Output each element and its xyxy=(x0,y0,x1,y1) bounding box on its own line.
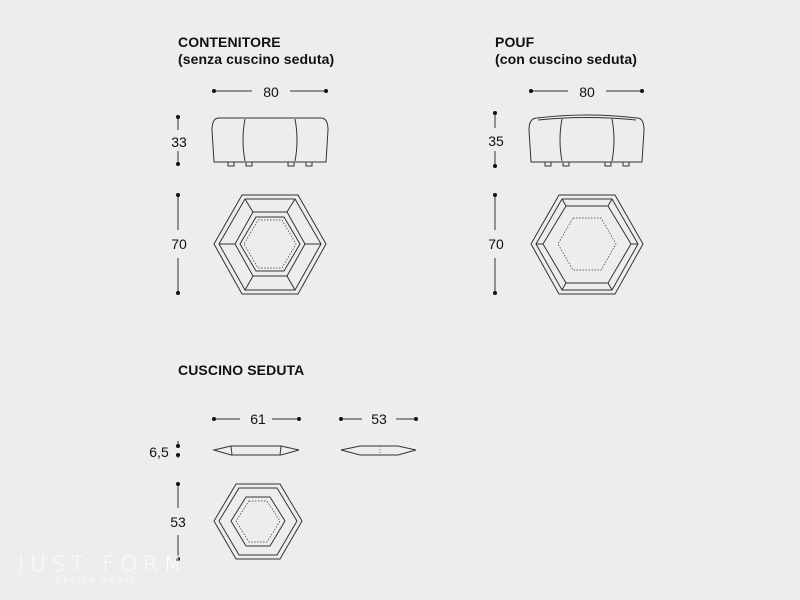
contenitore-width-label: 80 xyxy=(263,84,279,100)
pouf-width-label: 80 xyxy=(579,84,595,100)
cuscino-width-b-label: 53 xyxy=(371,411,387,427)
contenitore-height-label: 33 xyxy=(171,134,187,150)
cuscino-width-a-label: 61 xyxy=(250,411,266,427)
contenitore-top-view xyxy=(214,195,326,294)
pouf-title: POUF xyxy=(495,34,535,50)
pouf-side-view xyxy=(529,115,644,166)
contenitore-depth-label: 70 xyxy=(171,236,187,252)
pouf-top-view xyxy=(531,195,643,294)
cuscino-depth-label: 53 xyxy=(170,514,186,530)
pouf-depth-label: 70 xyxy=(488,236,504,252)
contenitore-side-view xyxy=(212,118,328,166)
cuscino-title: CUSCINO SEDUTA xyxy=(178,362,305,378)
pouf-subtitle: (con cuscino seduta) xyxy=(495,51,638,67)
cuscino-side-view-a xyxy=(214,446,299,455)
contenitore-title: CONTENITORE xyxy=(178,34,281,50)
brand-tagline: DESIGN HOUSE xyxy=(56,578,139,585)
cuscino-top-view xyxy=(214,484,302,559)
cuscino-height-label: 6,5 xyxy=(149,444,169,460)
contenitore-subtitle: (senza cuscino seduta) xyxy=(178,51,335,67)
dimension-endpoints xyxy=(176,89,644,561)
cuscino-side-view-b xyxy=(341,446,416,455)
brand-watermark: JUST·FORM xyxy=(18,552,188,576)
pouf-height-label: 35 xyxy=(488,133,504,149)
